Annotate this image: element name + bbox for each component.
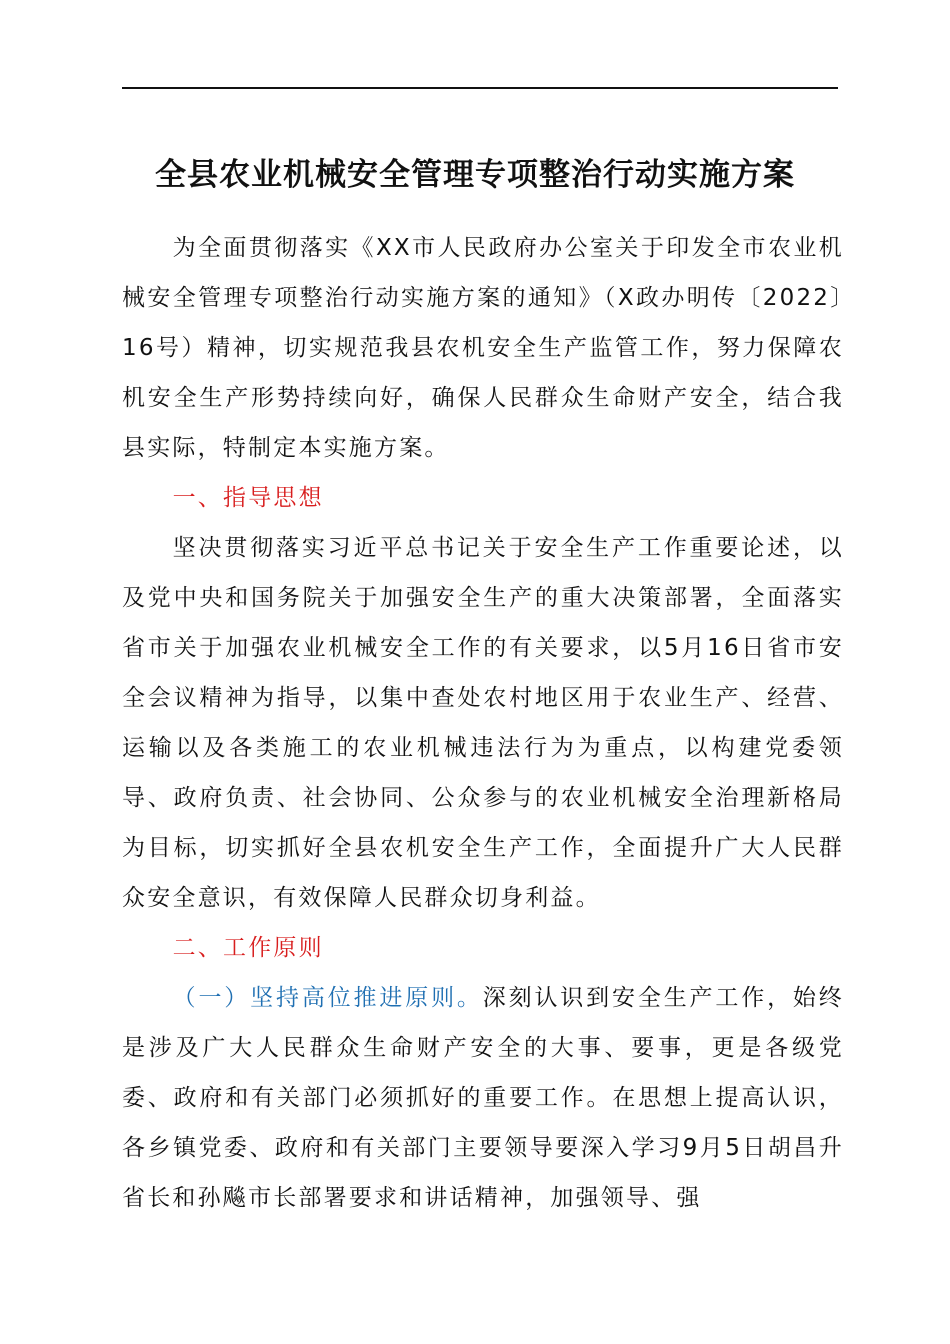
guiding-ideology-paragraph: 坚决贯彻落实习近平总书记关于安全生产工作重要论述，以及党中央和国务院关于加强安全生产的重大决策部署，全面落实省市关于加强农业机械安全工作的有关要求，以5月16日省市安全会议精神为指导，以集中查处农村地区用于农业生产、经营、运输以及各类施工的农业机械违法行为为重点，以构建党委领导、政府负责、社会协同、公众参与的农业机械安全治理新格局为目标，切实抓好全县农机安全生产工作，全面提升广大人民群众安全意识，有效保障人民群众切身利益。 [122, 535, 844, 911]
section-heading-guiding-ideology: 一、指导思想 [172, 485, 324, 511]
principle-item-paragraph [122, 973, 844, 1223]
document-title: 全县农业机械安全管理专项整治行动实施方案 [155, 157, 795, 193]
principle-item-body: 深刻认识到安全生产工作，始终是涉及广大人民群众生命财产安全的大事、要事，更是各级党委、政府和有关部门必须抓好的重要工作。在思想上提高认识，各乡镇党委、政府和有关部门主要领导要深入学习9月5日胡昌升省长和孙飚市长部署要求和讲话精神，加强领导、强 [122, 985, 844, 1211]
principle-item-lead: （一）坚持高位推进原则。 [172, 985, 483, 1011]
header-rule [122, 87, 838, 89]
section-heading-work-principles: 二、工作原则 [172, 935, 324, 961]
document-body [122, 223, 844, 1223]
intro-paragraph: 为全面贯彻落实《XX市人民政府办公室关于印发全市农业机械安全管理专项整治行动实施方案的通知》（X政办明传〔2022〕16号）精神，切实规范我县农机安全生产监管工作，努力保障农机安全生产形势持续向好，确保人民群众生命财产安全，结合我县实际，特制定本实施方案。 [122, 235, 844, 461]
